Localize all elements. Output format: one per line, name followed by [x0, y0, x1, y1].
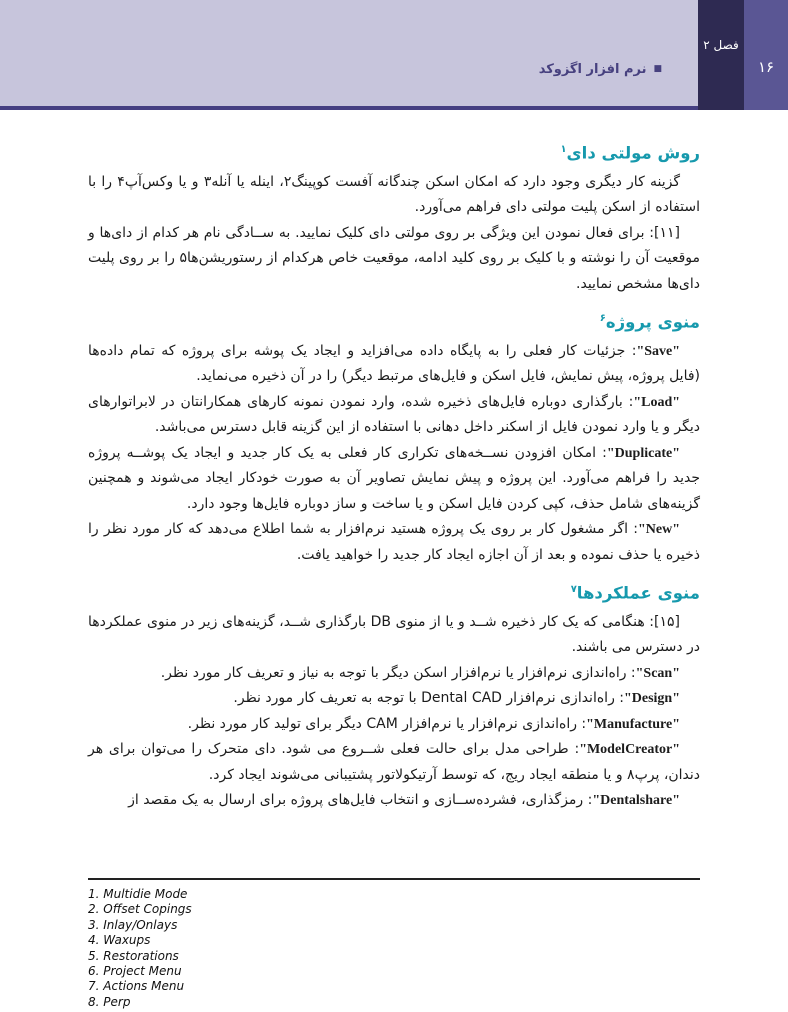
paragraph-text: : رمزگذاری، فشرده‌ســازی و انتخاب فایل‌های پروژه برای ارسال به یک مقصد از	[128, 792, 593, 808]
section-heading-multidie	[88, 138, 700, 166]
paragraph	[88, 441, 700, 518]
footnote-item: 3. Inlay/Onlays	[88, 917, 178, 932]
footnote-item: 1. Multidie Mode	[88, 887, 188, 901]
header-band	[0, 0, 698, 110]
page-header	[0, 0, 788, 110]
footnote-ref: ۷	[570, 584, 577, 595]
footnote-item: 6. Project Menu	[88, 964, 182, 979]
header-title-group	[539, 62, 662, 77]
page-number-strip	[744, 0, 788, 110]
paragraph	[88, 517, 700, 568]
paragraph	[88, 170, 700, 221]
paragraph	[88, 737, 700, 788]
paragraph	[88, 712, 700, 738]
section-heading-actions-menu	[88, 578, 700, 606]
paragraph-text: : طراحی مدل برای حالت فعلی شــروع می شود. دای متحرک را می‌توان برای هر دندان، پرپ۸ و یا منطقه ایجاد ریج، که توسط آرتیکولاتور پشتیبانی می‌شوند ایجاد کرد.	[88, 741, 700, 783]
term-label-duplicate: "Duplicate"	[606, 445, 680, 461]
term-label-scan: "Scan"	[635, 665, 680, 681]
content	[0, 110, 788, 814]
footnote-ref: ۶	[599, 313, 606, 324]
footnote-ref: ۱	[560, 144, 567, 155]
paragraph-text: : جزئیات کار فعلی را به پایگاه داده می‌افزاید و ایجاد یک پوشه برای پروژه که تمام داده‌ها (فایل پروژه، پیش نمایش، فایل اسکن و فایل‌های مرتبط دیگر) را در آن ذخیره می‌نماید.	[88, 342, 700, 384]
term-label-design: "Design"	[624, 691, 680, 706]
paragraph	[88, 686, 700, 712]
paragraph	[88, 221, 700, 298]
term-label-modelcreator: "ModelCreator"	[579, 742, 680, 757]
section-heading-project-menu	[88, 307, 700, 335]
term-label-dentalshare: "Dentalshare"	[592, 793, 680, 808]
paragraph	[88, 610, 700, 661]
term-label-new: "New"	[638, 522, 680, 537]
paragraph	[88, 339, 700, 390]
section-heading-text: منوی پروژه	[605, 312, 700, 332]
footnote-item: 4. Waxups	[88, 933, 151, 948]
term-label-load: "Load"	[633, 394, 680, 410]
paragraph-text: : راه‌اندازی نرم‌افزار یا نرم‌افزار اسکن دیگر با توجه به نیاز و تعریف کار مورد نظر.	[160, 664, 636, 681]
paragraph-text: : اگر مشغول کار بر روی یک پروژه هستید نرم‌افزار به شما اطلاع می‌دهد که کار مورد نظر را ذخیره یا حذف نموده و بعد از آن اجازه ایجاد کار جدید را خواهید یافت.	[88, 521, 700, 563]
footnote-item: 2. Offset Copings	[88, 902, 192, 917]
paragraph-text: : راه‌اندازی نرم‌افزار Dental CAD با توجه به تعریف کار مورد نظر.	[233, 690, 624, 706]
paragraph-text: : امکان افزودن نســخه‌های تکراری کار فعلی به یک کار جدید و ایجاد یک پوشــه پروژه جدید را فراهم می‌آورد. این پروژه و پیش نمایش تصاویر آن به صورت خودکار ایجاد می‌شوند و همچنین گزینه‌های شامل حذف، کپی کردن فایل اسکن و یا ساخت و ساز دوباره فایل‌ها وجود دارد.	[88, 444, 700, 512]
paragraph-text: : بارگذاری دوباره فایل‌های ذخیره شده، وارد نمودن نمونه کارهای همکارانتان در لابراتوارهای دیگر و یا وارد نمودن فایل از اسکنر داخل دهانی با استفاده از این گزینه قابل دسترس می‌باشد.	[88, 393, 700, 435]
footnote-item: 8. Perp	[88, 994, 131, 1009]
paragraph	[88, 788, 700, 814]
term-label-manufacture: "Manufacture"	[586, 716, 680, 732]
term-label-save: "Save"	[636, 343, 680, 359]
paragraph	[88, 661, 700, 687]
paragraph-text: [۱۱]: برای فعال نمودن این ویژگی بر روی مولتی دای کلیک نمایید. به ســادگی نام هر کدام از دای‌ها و موقعیت آن را نوشته و با کلیک بر روی کلید ادامه، موقعیت خاص هرکدام از رستوریشن‌ها۵ را بر روی پلیت دای‌ها مشخص نمایید.	[88, 224, 700, 292]
square-bullet-icon: ■	[653, 64, 662, 74]
page-number: ۱۶	[757, 58, 775, 76]
chapter-tab	[698, 0, 744, 110]
section-heading-text: روش مولتی دای	[566, 143, 700, 163]
paragraph-text: گزینه کار دیگری وجود دارد که امکان اسکن چندگانه آفست کوپینگ۲، اینله یا آنله۳ و یا وکس‌آپ۴ را با استفاده از اسکن پلیت مولتی دای فراهم می‌آورد.	[88, 173, 700, 215]
chapter-label: فصل ۲	[703, 38, 739, 52]
paragraph	[88, 390, 700, 441]
footnotes	[88, 878, 700, 1010]
header-title: نرم افزار اگزوکد	[538, 62, 647, 77]
header-rule	[0, 106, 698, 110]
footnote-item: 7. Actions Menu	[88, 979, 185, 994]
section-heading-text: منوی عملکردها	[576, 583, 700, 603]
paragraph-text: : راه‌اندازی نرم‌افزار یا نرم‌افزار CAM دیگر برای تولید کار مورد نظر.	[187, 715, 587, 732]
paragraph-text: [۱۵]: هنگامی که یک کار ذخیره شــد و یا از منوی DB بارگذاری شــد، گزینه‌های زیر در منوی عملکردها در دسترس می باشند.	[88, 613, 700, 655]
footnote-item: 5. Restorations	[88, 948, 179, 963]
